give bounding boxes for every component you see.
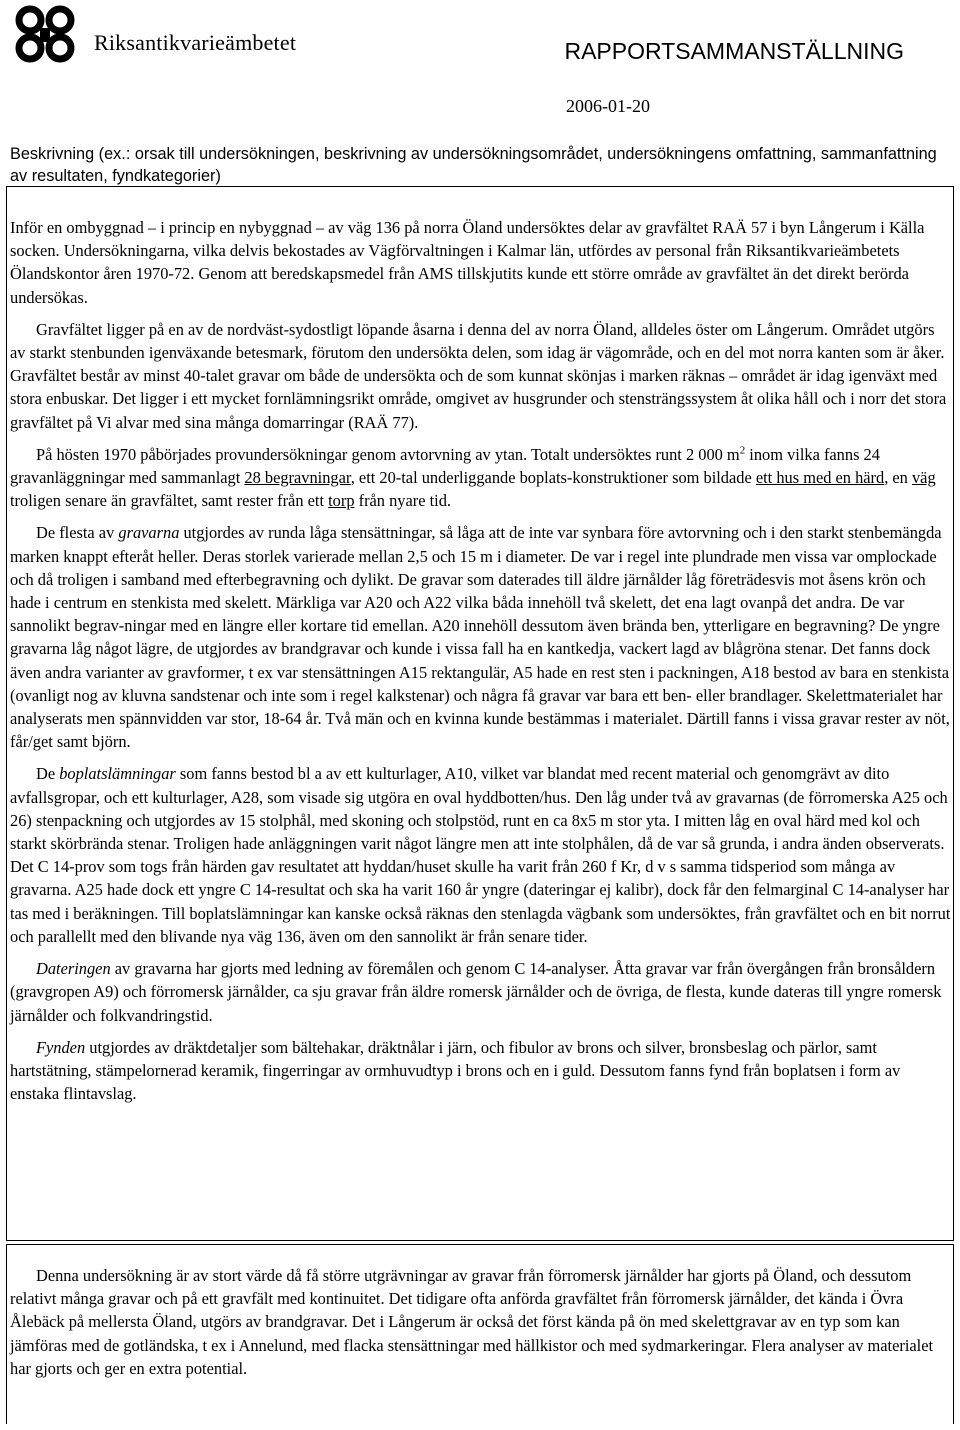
raa-logo [12, 4, 332, 64]
paragraph-site: Gravfältet ligger på en av de nordväst-sydostligt löpande åsarna i denna del av norra Öland, alldeles öster om Långerum. Området utgörs av starkt stenbunden igenväxande betesmark, förutom den undersökta delen, som idag är vägområde, och en del mot norra kanten som är åker. Gravfältet består av minst 40-talet gravar om både de undersökta och de som kunnat skönjas i marken räknas – området är idag igenväxt med stora enbuskar. Det ligger i ett mycket fornlämningsrikt område, omgivet av husgrunder och stensträngssystem åt olika håll och i norr det stora gravfältet på Vi alvar med sina många domarringar (RAÄ 77). [10, 319, 947, 432]
report-title: RAPPORTSAMMANSTÄLLNING [564, 38, 904, 64]
report-date: 2006-01-20 [566, 96, 650, 116]
paragraph-graves: De flesta av gravarna utgjordes av runda låga stensättningar, så låga att de inte var synbara före avtorvning och i den starkt stenbemängda marken knappt efteråt heller. Deras storlek varierade mellan 2,5 och 15 m i diameter. De var i regel inte plundrade men vissa var omplockade och då troligen i samband med efterbegravning och dylikt. De gravar som daterades till äldre järnålder låg företrädesvis mot åsens krön och hade i centrum en stenkista med skelett. Märkliga var A20 och A22 vilka båda innehöll två skelett, det ena lagt ovanpå det andra. De var sannolikt begrav-ningar med en längre eller kortare tid emellan. A20 innehöll dessutom även brända ben, ytterligare en begravning? De yngre gravarna låg något lägre, de utgjordes av brandgravar och kunde i vissa fall ha en kantkedja, vackert lagd av blågröna stenar. Det fanns dock även andra varianter av gravformer, t ex var stensättningen A15 rektangulär, A5 hade en rest sten i packningen, A18 bestod av bara en stenkista (ovanligt nog av kluvna sandstenar och inte som i regel kalkstenar) och några få gravar var bara ett ben- eller brandlager. Skelettmaterialet har analyserats men spännvidden var stor, 18-64 år. Två män och en kvinna kunde bestämmas i materialet. Därtill fanns i vissa gravar rester av nöt, får/get samt björn. [10, 523, 950, 752]
page-header [0, 0, 960, 130]
frame-divider [6, 1240, 954, 1241]
paragraph-finds: Fynden utgjordes av dräktdetaljer som bältehakar, dräktnålar i järn, och fibulor av brons och silver, bronsbeslag och pärlor, samt hartstätning, stämpelornerad keramik, fingerringar av ormhuvudtyp i brons och en i guld. Dessutom fanns fynd från boplatsen i form av enstaka flintavslag. [10, 1037, 901, 1104]
paragraph-settlement: De boplatslämningar som fanns bestod bl a av ett kulturlager, A10, vilket var blandat med recent material och genomgrävt av dito avfallsgropar, och ett kulturlager, A28, som visade sig utgöra en oval hyddbotten/hus. Den låg under två av gravarnas (de förromerska A25 och 26) stenpackning och utgjordes av 15 stolphål, med skoning och stolpstöd, runt en ca 8x5 m stor yta. I mitten låg en oval härd med kol och starkt skörbrända stenar. Troligen hade anläggningen varit något längre men att inte stolphålen, då de var så grunda, i andra änden observerats. Det C 14-prov som togs från härden gav resultatet att hyddan/huset skulle ha varit från 260 f Kr, d v s samma tidsperiod som många av gravarna. A25 hade dock ett yngre C 14-resultat och ska ha varit 160 år yngre (dateringar ej kalibr), dock får den felmarginal C 14-analyser har tas med i beräkningen. Till boplatslämningar kan kanske också räknas den stenlagda vägbank som undersöktes, från gravfältet och en bit norrut och parallellt med den blivande nya väg 136, även om den sannolikt är från senare tider. [10, 764, 951, 946]
raa-emblem-icon [12, 4, 84, 66]
description-label-text: Beskrivning (ex.: orsak till undersökningen, beskrivning av undersökningsområdet, undersökningens omfattning, sammanfattning av resultaten, fyndkategorier) [10, 145, 937, 185]
paragraph-dating: Dateringen av gravarna har gjorts med ledning av föremålen och genom C 14-analyser. Åtta gravar var från övergången från bronsåldern (gravgropen A9) och förromersk järnålder, ca sju gravar från äldre romersk järnålder och de övriga, de flesta, kunde dateras till yngre romersk järnålder och folkvandringstid. [10, 959, 942, 1025]
paragraph-intro: Inför en ombyggnad – i princip en nybyggnad – av väg 136 på norra Öland undersöktes delar av gravfältet RAÄ 57 i byn Långerum i Källa socken. Undersökningarna, vilka delvis bekostades av Vägförvaltningen i Kalmar län, utfördes av personal från Riksantikvarieämbetets Ölandskontor åren 1970-72. Genom att beredskapsmedel från AMS tillskjutits kunde ett större område av gravfältet än det direkt berörda undersökas. [10, 218, 925, 307]
summary-body [10, 1264, 952, 1380]
description-label [10, 143, 940, 187]
logo-text: Riksantikvarieämbetet [94, 30, 297, 55]
paragraph-summary: Denna undersökning är av stort värde då få större utgrävningar av gravar från förromersk järnålder har gjorts på Öland, och dessutom relativt många gravar och på ett gravfält med kontinuitet. Det tidigare ofta anförda gravfältet från förromersk järnålder, det kända i Övra Ålebäck på mellersta Öland, utgörs av brandgravar. Det i Långerum är också det först kända på ön med skelettgravar av en typ som kan jämföras med de gotländska, t ex i Annelund, med flacka stensättningar med hällkistor och med sydmarkeringar. Flera analyser av materialet har gjorts och ger en extra potential. [10, 1266, 934, 1378]
paragraph-excavation: På hösten 1970 påbörjades provundersökningar genom avtorvning av ytan. Totalt undersöktes runt 2 000 $m^2$ inom vilka fanns 24 gravanläggningar med sammanlagt 28 begravningar, ett 20-tal underliggande boplats-konstruktioner som bildade ett hus med en härd, en väg troligen senare än gravfältet, samt rester från ett torp från nyare tid. [10, 444, 936, 511]
description-body [10, 216, 952, 1114]
